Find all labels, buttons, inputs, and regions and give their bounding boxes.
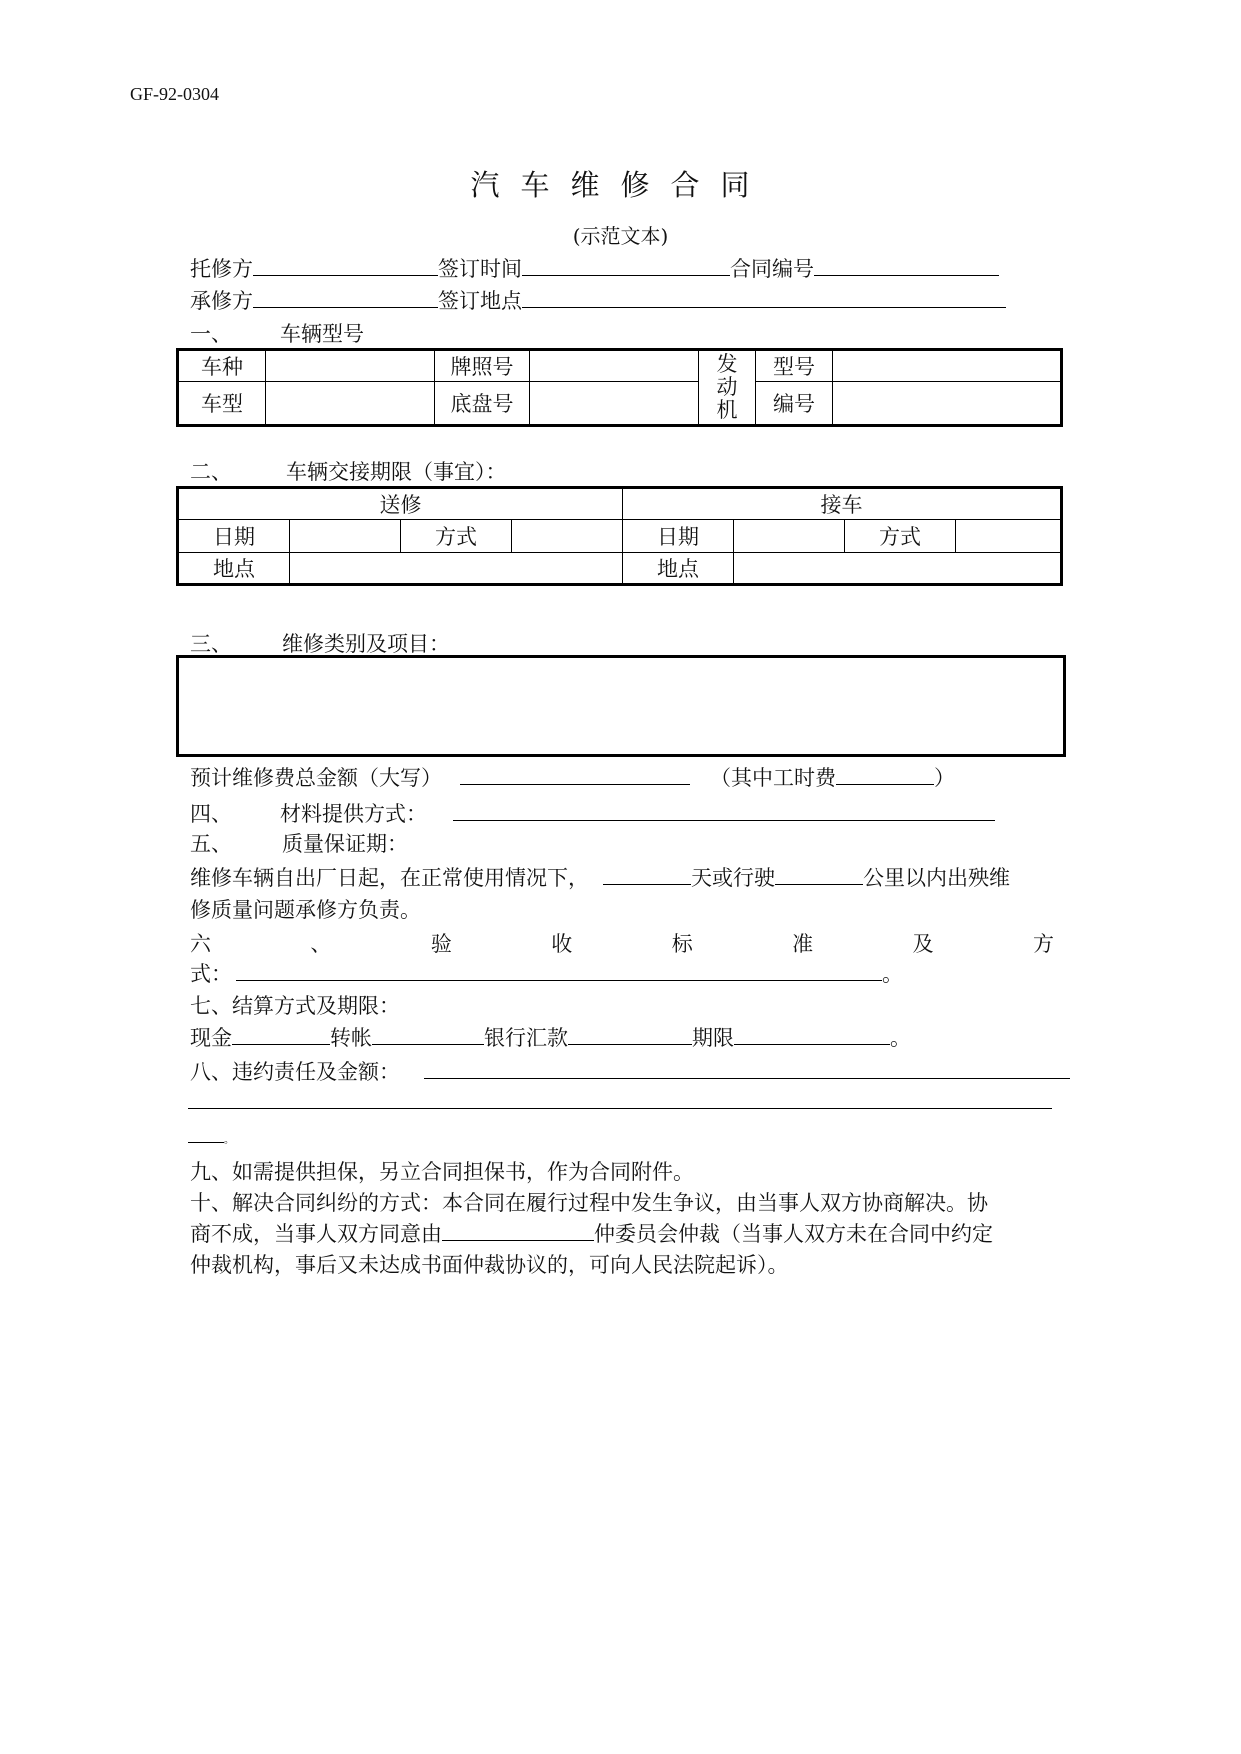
section-8-line: [190, 1056, 1070, 1086]
send-date-label: 日期: [178, 520, 290, 553]
pickup-header: 接车: [623, 488, 1062, 520]
sign-time-label: 签订时间: [438, 257, 522, 281]
section-4-label: 材料提供方式：: [280, 802, 427, 826]
bank-draft-field[interactable]: [568, 1024, 692, 1045]
send-header: 送修: [178, 488, 623, 520]
chassis-no-label: 底盘号: [435, 382, 530, 426]
chassis-no-cell[interactable]: [530, 382, 699, 426]
section-10-line-2a: 商不成，当事人双方同意由: [190, 1222, 442, 1246]
section-2-label: 车辆交接期限（事宜）：: [286, 460, 507, 484]
engine-model-label: 型号: [756, 350, 833, 382]
section-2-number: 二、: [190, 460, 232, 484]
engine-no-label: 编号: [756, 382, 833, 426]
sign-time-field[interactable]: [522, 255, 730, 276]
warranty-days-field[interactable]: [603, 864, 691, 885]
bank-draft-label: 银行汇款: [484, 1026, 568, 1050]
warranty-part-1: 维修车辆自出厂日起，在正常使用情况下，: [190, 866, 589, 890]
document-subtitle: (示范文本): [572, 224, 669, 248]
section-6-char-4: 收: [551, 932, 573, 956]
pickup-date-label: 日期: [623, 520, 734, 553]
contract-no-field[interactable]: [814, 255, 999, 276]
send-place-cell[interactable]: [290, 553, 623, 585]
warranty-km-field[interactable]: [775, 864, 863, 885]
section-7-end: 。: [890, 1026, 911, 1050]
engine-model-cell[interactable]: [833, 350, 1062, 382]
section-6-end: 。: [882, 962, 903, 986]
section-6-char-6: 准: [792, 932, 814, 956]
section-6-char-3: 验: [430, 932, 452, 956]
section-4-line: [190, 798, 995, 828]
section-8-label: 八、违约责任及金额：: [190, 1060, 400, 1084]
car-model-label: 车型: [178, 382, 266, 426]
section-3-label: 维修类别及项目：: [282, 632, 450, 656]
engine-char-1: 发: [716, 352, 738, 376]
undertake-field[interactable]: [253, 287, 438, 308]
section-5-heading: [190, 828, 408, 858]
send-method-cell[interactable]: [512, 520, 623, 553]
header-line-2: [190, 285, 1006, 315]
section-10-line-1: 十、解决合同纠纷的方式：本合同在履行过程中发生争议，由当事人双方协商解决。协: [190, 1191, 988, 1215]
pickup-method-label: 方式: [845, 520, 956, 553]
estimate-amount-field[interactable]: [460, 764, 690, 785]
transfer-field[interactable]: [372, 1024, 484, 1045]
material-method-field[interactable]: [453, 800, 995, 821]
term-field[interactable]: [734, 1024, 890, 1045]
engine-label: [699, 350, 756, 426]
cash-label: 现金: [190, 1026, 232, 1050]
section-6-line-2: [190, 958, 903, 988]
send-place-label: 地点: [178, 553, 290, 585]
section-10-line-2b: 仲委员会仲裁（当事人双方未在合同中约定: [594, 1222, 993, 1246]
section-7-heading: 七、结算方式及期限：: [190, 994, 400, 1018]
section-2-heading: [190, 456, 507, 486]
warranty-paragraph: [190, 862, 1060, 926]
liability-field-1[interactable]: [424, 1058, 1070, 1079]
warranty-line-2: 修质量问题承修方负责。: [190, 898, 421, 922]
liability-field-2[interactable]: [188, 1108, 1052, 1109]
section-8-end: 。: [224, 1135, 234, 1146]
document-code: GF-92-0304: [130, 84, 219, 104]
pickup-place-cell[interactable]: [734, 553, 1062, 585]
labor-open: （其中工时费: [710, 766, 836, 790]
send-date-cell[interactable]: [290, 520, 401, 553]
pickup-place-label: 地点: [623, 553, 734, 585]
section-6-tail: 式：: [190, 962, 232, 986]
section-1-label: 车辆型号: [280, 322, 364, 346]
liability-field-3[interactable]: [188, 1122, 224, 1143]
warranty-part-3: 公里以内出殃维: [863, 866, 1010, 890]
car-kind-cell[interactable]: [266, 350, 435, 382]
cash-field[interactable]: [232, 1024, 330, 1045]
term-label: 期限: [692, 1026, 734, 1050]
section-3-number: 三、: [190, 632, 232, 656]
section-7-line: [190, 1022, 911, 1052]
pickup-method-cell[interactable]: [956, 520, 1062, 553]
estimate-label: 预计维修费总金额（大写）: [190, 766, 442, 790]
section-5-number: 五、: [190, 832, 232, 856]
labor-fee-field[interactable]: [836, 764, 934, 785]
section-3-heading: [190, 628, 450, 658]
section-6-char-8: 方: [1032, 932, 1054, 956]
engine-char-2: 动: [716, 375, 738, 399]
arbitration-committee-field[interactable]: [442, 1220, 594, 1241]
section-6-char-1: 六: [190, 932, 211, 956]
vehicle-table: [176, 348, 1063, 427]
section-10-line-3: 仲裁机构，事后又未达成书面仲裁协议的，可向人民法院起诉）。: [190, 1253, 789, 1277]
estimate-line: [190, 762, 955, 792]
plate-no-cell[interactable]: [530, 350, 699, 382]
liability-line-3: [188, 1122, 234, 1148]
car-model-cell[interactable]: [266, 382, 435, 426]
pickup-date-cell[interactable]: [734, 520, 845, 553]
section-6-line-1: [190, 928, 1054, 958]
section-1-number: 一、: [190, 322, 232, 346]
section-6-char-5: 标: [671, 932, 693, 956]
sign-place-field[interactable]: [522, 287, 1006, 308]
engine-no-cell[interactable]: [833, 382, 1062, 426]
section-6-char-2: 、: [310, 932, 332, 956]
contract-no-label: 合同编号: [730, 257, 814, 281]
handover-table: [176, 486, 1063, 586]
section-1-heading: [190, 318, 364, 348]
repair-items-box[interactable]: [176, 655, 1066, 757]
labor-close: ）: [934, 766, 955, 790]
car-kind-label: 车种: [178, 350, 266, 382]
section-10-paragraph: [190, 1188, 1060, 1281]
send-method-label: 方式: [401, 520, 512, 553]
warranty-part-2: 天或行驶: [691, 866, 775, 890]
undertake-label: 承修方: [190, 289, 253, 313]
section-6-char-7: 及: [912, 932, 934, 956]
sign-place-label: 签订地点: [438, 289, 522, 313]
acceptance-standard-field[interactable]: [236, 960, 882, 981]
engine-char-3: 机: [716, 398, 738, 422]
entrust-label: 托修方: [190, 257, 253, 281]
document-title: 汽车维修合同: [470, 168, 771, 202]
plate-no-label: 牌照号: [435, 350, 530, 382]
entrust-field[interactable]: [253, 255, 438, 276]
header-line-1: [190, 253, 999, 283]
section-5-label: 质量保证期：: [282, 832, 408, 856]
section-9: 九、如需提供担保，另立合同担保书，作为合同附件。: [190, 1160, 694, 1184]
transfer-label: 转帐: [330, 1026, 372, 1050]
section-4-number: 四、: [190, 802, 232, 826]
